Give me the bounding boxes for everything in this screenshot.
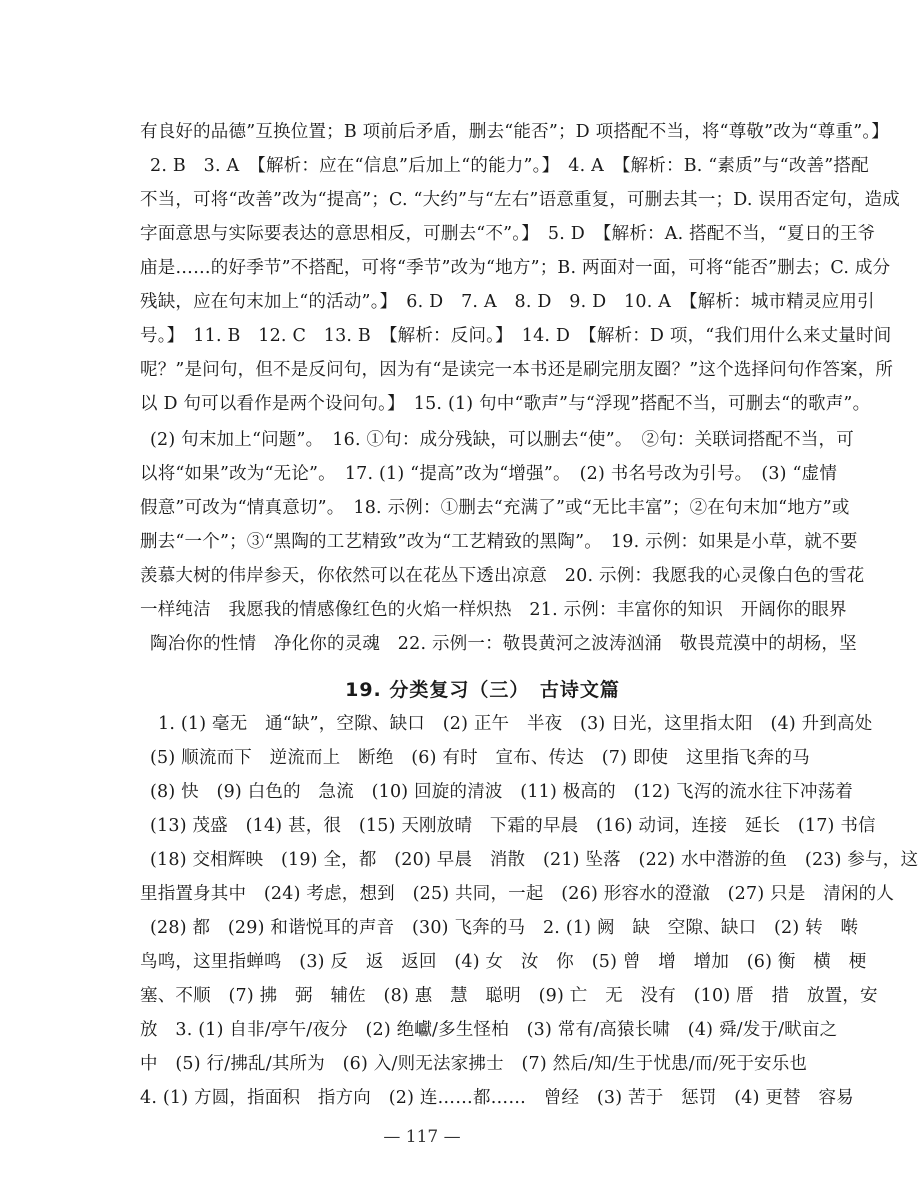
- text-line: (13) 茂盛 (14) 甚，很 (15) 天刚放晴 下霜的早晨 (16) 动词，连接 延长 (17) 书信: [150, 816, 876, 836]
- text-line: 呢？”是问句，但不是反问句，因为有“是读完一本书还是刷完朋友圈？”这个选择问句作答案，所: [140, 360, 894, 380]
- text-line: (18) 交相辉映 (19) 全，都 (20) 早晨 消散 (21) 坠落 (22) 水中潜游的鱼 (23) 参与，这: [150, 850, 918, 870]
- text-line: 有良好的品德”互换位置；B 项前后矛盾，删去“能否”；D 项搭配不当，将“尊敬”改为“尊重”。】: [140, 122, 889, 142]
- text-line: (2) 句末加上“问题”。 16. ①句：成分残缺，可以删去“使”。 ②句：关联词搭配不当，可: [150, 430, 854, 450]
- text-line: 4. (1) 方圆，指面积 指方向 (2) 连……都…… 曾经 (3) 苦于 惩罚 (4) 更替 容易: [140, 1088, 854, 1108]
- text-line: 删去“一个”；③“黑陶的工艺精致”改为“工艺精致的黑陶”。 19. 示例：如果是小草，就不要: [140, 532, 858, 552]
- text-line: 鸟鸣，这里指蝉鸣 (3) 反 返 返回 (4) 女 汝 你 (5) 曾 增 增加 (6) 衡 横 梗: [140, 952, 867, 972]
- text-line: 残缺，应在句末加上“的活动”。】 6. D 7. A 8. D 9. D 10. A 【解析：城市精灵应用引: [140, 292, 875, 312]
- text-line: (28) 都 (29) 和谐悦耳的声音 (30) 飞奔的马 2. (1) 阙 缺 空隙、缺口 (2) 转 啭: [150, 918, 859, 938]
- text-line: 里指置身其中 (24) 考虑，想到 (25) 共同，一起 (26) 形容水的澄澈 (27) 只是 清闲的人: [140, 884, 895, 904]
- text-line: 陶冶你的性情 净化你的灵魂 22. 示例一：敬畏黄河之波涛汹涌 敬畏荒漠中的胡杨，坚: [150, 634, 857, 654]
- text-line: 中 (5) 行/拂乱/其所为 (6) 入/则无法家拂士 (7) 然后/知/生于忧患/而/死于安乐也: [140, 1054, 808, 1074]
- text-line: 塞、不顺 (7) 拂 弼 辅佐 (8) 惠 慧 聪明 (9) 亡 无 没有 (10) 厝 措 放置，安: [140, 986, 878, 1006]
- text-line: 以 D 句可以看作是两个设问句。】 15. (1) 句中“歌声”与“浮现”搭配不当，可删去“的歌声”。: [140, 394, 871, 414]
- section-title: 19. 分类复习（三） 古诗文篇: [345, 679, 620, 701]
- text-line: 号。】 11. B 12. C 13. B 【解析：反问。】 14. D 【解析：D 项，“我们用什么来丈量时间: [140, 326, 892, 346]
- text-line: 2. B 3. A 【解析：应在“信息”后加上“的能力”。】 4. A 【解析：B. “素质”与“改善”搭配: [150, 156, 869, 176]
- text-line: 假意”可改为“情真意切”。 18. 示例：①删去“充满了”或“无比丰富”；②在句末加“地方”或: [140, 498, 850, 518]
- text-line: 不当，可将“改善”改为“提高”；C. “大约”与“左右”语意重复，可删去其一；D. 误用否定句，造成: [140, 190, 900, 210]
- text-line: (5) 顺流而下 逆流而上 断绝 (6) 有时 宣布、传达 (7) 即使 这里指飞奔的马: [150, 748, 810, 768]
- text-line: 字面意思与实际要表达的意思相反，可删去“不”。】 5. D 【解析：A. 搭配不当，“夏日的王爷: [140, 224, 876, 244]
- text-line: 放 3. (1) 自非/亭午/夜分 (2) 绝巘/多生怪柏 (3) 常有/高猿长啸 (4) 舜/发于/畎亩之: [140, 1020, 838, 1040]
- text-line: (8) 快 (9) 白色的 急流 (10) 回旋的清波 (11) 极高的 (12) 飞泻的流水往下冲荡着: [150, 782, 854, 802]
- text-line: 一样纯洁 我愿我的情感像红色的火焰一样炽热 21. 示例：丰富你的知识 开阔你的眼界: [140, 600, 847, 620]
- text-line: 以将“如果”改为“无论”。 17. (1) “提高”改为“增强”。 (2) 书名号改为引号。 (3) “虚情: [140, 464, 838, 484]
- text-line: 庙是……的好季节”不搭配，可将“季节”改为“地方”；B. 两面对一面，可将“能否”删去；C. 成分: [140, 258, 891, 278]
- text-line: 1. (1) 毫无 通“缺”，空隙、缺口 (2) 正午 半夜 (3) 日光，这里指太阳 (4) 升到高处: [158, 714, 873, 734]
- page-number: — 117 —: [383, 1127, 461, 1147]
- text-line: 羡慕大树的伟岸参天，你依然可以在花丛下透出凉意 20. 示例：我愿我的心灵像白色的雪花: [140, 566, 865, 586]
